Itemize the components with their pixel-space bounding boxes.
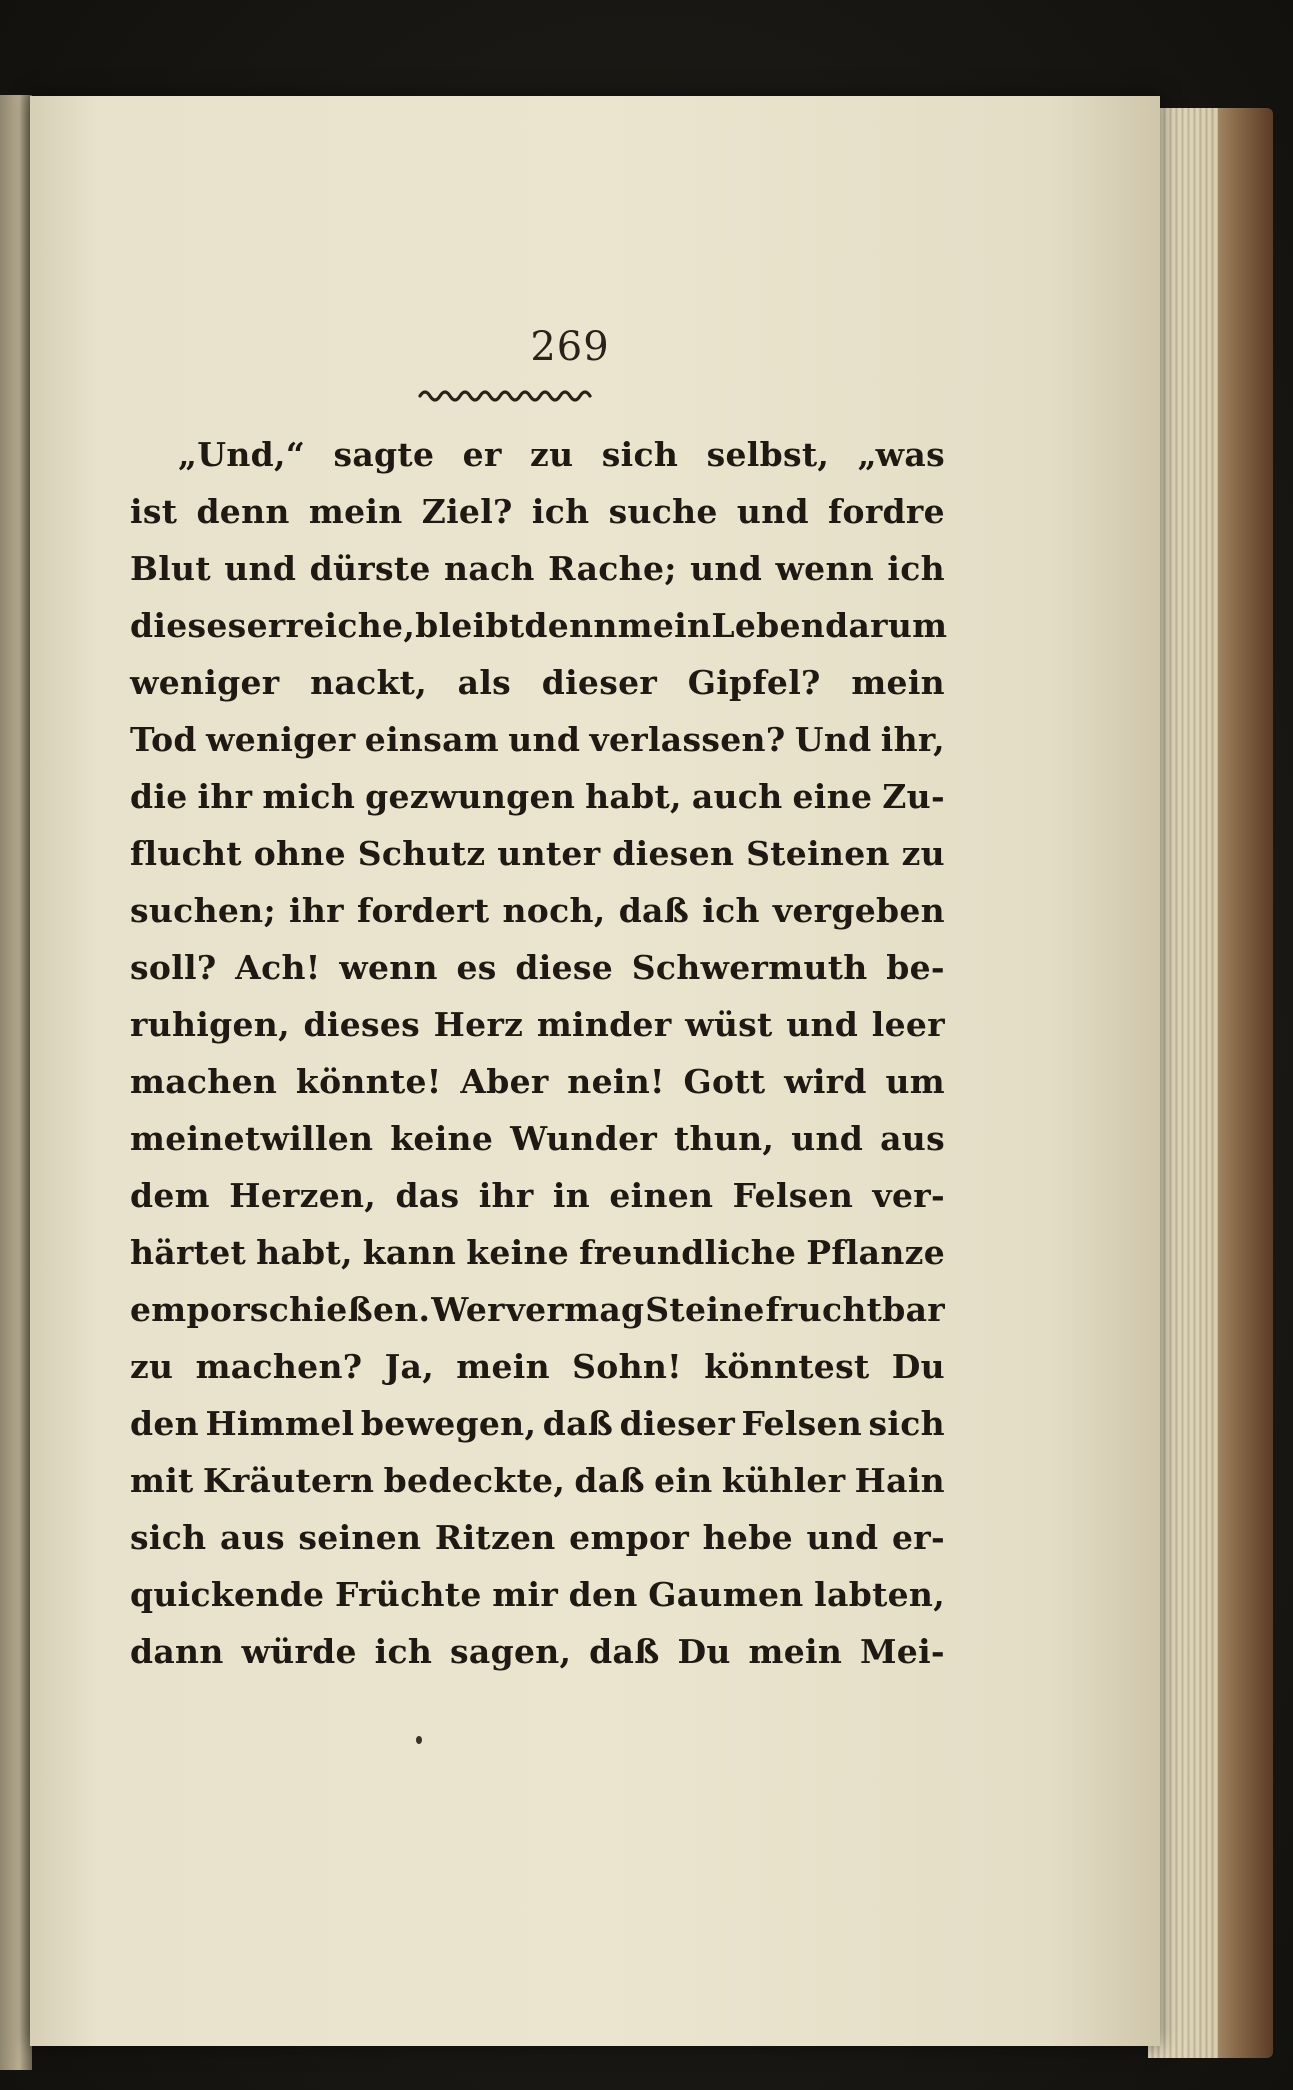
text-word: vermag <box>505 1290 645 1329</box>
text-word: „Und,“ <box>178 435 306 474</box>
text-line <box>130 1053 945 1110</box>
text-word: Steine <box>645 1290 765 1329</box>
text-word: thun, <box>674 1119 775 1158</box>
text-word: nein! <box>567 1062 665 1101</box>
text-line <box>130 711 945 768</box>
text-word: hebe <box>702 1518 793 1557</box>
text-word: ruhigen, <box>130 1005 290 1044</box>
text-word: suchen; <box>130 891 276 930</box>
text-word: sich <box>130 1518 207 1557</box>
text-word: den <box>568 1575 638 1614</box>
text-word: bedeckte, <box>383 1461 566 1500</box>
text-word: Hain <box>854 1461 945 1500</box>
text-word: einsam <box>364 720 499 759</box>
text-line <box>130 996 945 1053</box>
text-word: verlassen? <box>589 720 786 759</box>
text-word: die <box>130 777 188 816</box>
text-word: aus <box>219 1518 285 1557</box>
text-word: ich <box>374 1632 433 1671</box>
text-word: ich <box>702 891 760 930</box>
text-word: labten, <box>814 1575 945 1614</box>
text-word: Ja, <box>384 1347 435 1386</box>
text-word: um <box>885 1062 945 1101</box>
text-word: leer <box>871 1005 945 1044</box>
text-word: machen? <box>195 1347 363 1386</box>
text-word: Und <box>794 720 872 759</box>
book-fore-edge <box>1148 108 1273 2058</box>
text-word: Aber <box>460 1062 549 1101</box>
text-word: dann <box>130 1632 224 1671</box>
text-word: denn <box>196 492 290 531</box>
text-word: sagte <box>333 435 435 474</box>
text-word: und <box>806 1518 879 1557</box>
text-word: keine <box>390 1119 494 1158</box>
text-word: daß <box>574 1461 645 1500</box>
text-word: kann <box>362 1233 457 1272</box>
text-word: sich <box>868 1404 945 1443</box>
text-word: zu <box>130 1347 174 1386</box>
text-word: Gaumen <box>648 1575 804 1614</box>
text-word: härtet <box>130 1233 247 1272</box>
text-word: vergeben <box>772 891 945 930</box>
text-line <box>130 1452 945 1509</box>
text-line <box>130 1281 945 1338</box>
text-word: meinetwillen <box>130 1119 374 1158</box>
text-word: ihr <box>478 1176 534 1215</box>
text-word: erreiche, <box>246 606 416 645</box>
text-word: „was <box>857 435 945 474</box>
text-word: Sohn! <box>572 1347 682 1386</box>
text-word: diesen <box>612 834 735 873</box>
text-word: in <box>552 1176 590 1215</box>
text-line <box>130 597 948 654</box>
text-word: daß <box>542 1404 614 1443</box>
text-word: Herz <box>433 1005 524 1044</box>
text-word: Ritzen <box>434 1518 556 1557</box>
text-word: dürste <box>309 549 431 588</box>
text-word: ihr <box>289 891 344 930</box>
text-line <box>130 1566 945 1623</box>
text-word: seinen <box>298 1518 422 1557</box>
text-word: wüst <box>685 1005 773 1044</box>
text-word: Pflanze <box>806 1233 945 1272</box>
text-word: diese <box>515 948 614 987</box>
text-word: Gott <box>683 1062 766 1101</box>
text-word: weniger <box>130 663 280 702</box>
text-word: es <box>456 948 497 987</box>
text-word: Wer <box>431 1290 505 1329</box>
text-word: bleibt <box>415 606 525 645</box>
text-word: unter <box>497 834 601 873</box>
text-word: ihr <box>197 777 253 816</box>
text-word: fordre <box>828 492 945 531</box>
text-word: Herzen, <box>229 1176 377 1215</box>
text-word: sich <box>601 435 679 474</box>
text-word: aus <box>880 1119 945 1158</box>
text-word: daß <box>589 1632 660 1671</box>
text-word: als <box>457 663 512 702</box>
text-word: nach <box>444 549 535 588</box>
text-line <box>130 1110 945 1167</box>
text-word: fordert <box>356 891 490 930</box>
text-word: mein <box>308 492 403 531</box>
text-word: Du <box>677 1632 731 1671</box>
book-page <box>30 96 1160 2046</box>
text-line <box>130 882 945 939</box>
text-word: empor <box>569 1518 690 1557</box>
text-word: mir <box>492 1575 559 1614</box>
text-word: und <box>736 492 809 531</box>
text-word: er <box>462 435 502 474</box>
text-line <box>130 1338 945 1395</box>
text-word: mich <box>262 777 356 816</box>
text-word: mein <box>617 606 712 645</box>
text-word: ich <box>531 492 590 531</box>
text-word: Schutz <box>357 834 486 873</box>
text-word: dieses <box>130 606 247 645</box>
text-line <box>130 1395 945 1452</box>
text-line <box>130 483 945 540</box>
text-word: und <box>224 549 297 588</box>
text-word: Tod <box>130 720 197 759</box>
text-word: mein <box>748 1632 843 1671</box>
text-word: daß <box>618 891 690 930</box>
text-word: Gipfel? <box>687 663 821 702</box>
text-line <box>130 825 945 882</box>
text-word: dem <box>130 1176 210 1215</box>
text-word: Zu- <box>882 777 945 816</box>
text-word: ohne <box>253 834 346 873</box>
text-word: sagen, <box>450 1632 572 1671</box>
text-word: Du <box>891 1347 945 1386</box>
text-word: Rache; <box>548 549 677 588</box>
text-word: ist <box>130 492 178 531</box>
text-word: mit <box>130 1461 194 1500</box>
text-word: darum <box>825 606 948 645</box>
text-word: wenn <box>775 549 875 588</box>
text-word: dieses <box>303 1005 421 1044</box>
wavy-rule-ornament-icon <box>418 386 598 404</box>
text-word: Himmel <box>205 1404 355 1443</box>
text-word: eine <box>792 777 873 816</box>
text-line <box>130 1167 945 1224</box>
text-word: dieser <box>619 1404 736 1443</box>
text-word: wenn <box>339 948 438 987</box>
text-word: fruchtbar <box>765 1290 945 1329</box>
ink-speck <box>416 1736 422 1744</box>
text-word: machen <box>130 1062 278 1101</box>
text-word: ihr, <box>880 720 945 759</box>
text-line <box>130 426 945 483</box>
text-word: Blut <box>130 549 211 588</box>
text-word: keine <box>466 1233 570 1272</box>
text-word: flucht <box>130 834 242 873</box>
text-line <box>130 768 945 825</box>
text-word: noch, <box>502 891 606 930</box>
text-word: Steinen <box>746 834 890 873</box>
text-word: er- <box>891 1518 945 1557</box>
text-word: selbst, <box>706 435 830 474</box>
text-word: Kräutern <box>202 1461 375 1500</box>
text-word: Mei- <box>859 1632 945 1671</box>
text-line <box>130 1224 945 1281</box>
text-word: auch <box>691 777 783 816</box>
text-word: mein <box>851 663 945 702</box>
text-word: Leben <box>711 606 826 645</box>
text-word: einen <box>609 1176 714 1215</box>
text-word: könntest <box>704 1347 870 1386</box>
text-word: und <box>786 1005 859 1044</box>
text-word: Früchte <box>334 1575 482 1614</box>
text-word: weniger <box>206 720 356 759</box>
text-word: ver- <box>872 1176 945 1215</box>
text-word: Ziel? <box>421 492 513 531</box>
text-line <box>130 939 945 996</box>
text-word: bewegen, <box>360 1404 537 1443</box>
text-word: suche <box>608 492 718 531</box>
text-word: ein <box>654 1461 713 1500</box>
text-line <box>130 1623 945 1680</box>
text-word: mein <box>456 1347 550 1386</box>
text-word: nackt, <box>310 663 428 702</box>
text-word: emporschießen. <box>130 1290 431 1329</box>
text-word: quickende <box>130 1575 325 1614</box>
text-word: und <box>690 549 763 588</box>
page-number: 269 <box>530 324 610 370</box>
text-word: denn <box>524 606 618 645</box>
text-line <box>130 1509 945 1566</box>
text-word: Felsen <box>741 1404 863 1443</box>
text-word: könnte! <box>295 1062 442 1101</box>
text-word: das <box>395 1176 460 1215</box>
text-word: zu <box>530 435 574 474</box>
text-word: Schwermuth <box>631 948 868 987</box>
text-word: ich <box>887 549 945 588</box>
text-word: zu <box>901 834 945 873</box>
text-word: Ach! <box>235 948 321 987</box>
text-word: und <box>791 1119 864 1158</box>
text-word: dieser <box>541 663 658 702</box>
text-word: wird <box>784 1062 867 1101</box>
text-word: würde <box>241 1632 357 1671</box>
text-line <box>130 540 945 597</box>
text-word: Felsen <box>732 1176 854 1215</box>
text-word: soll? <box>130 948 217 987</box>
text-word: Wunder <box>510 1119 658 1158</box>
text-word: minder <box>536 1005 672 1044</box>
text-word: habt, <box>585 777 682 816</box>
text-word: den <box>130 1404 199 1443</box>
body-text <box>130 426 948 1680</box>
facing-page-edge <box>0 95 32 2070</box>
text-word: kühler <box>721 1461 846 1500</box>
text-word: und <box>508 720 581 759</box>
text-word: habt, <box>256 1233 353 1272</box>
text-word: gezwungen <box>365 777 576 816</box>
text-line <box>130 654 945 711</box>
text-word: freundliche <box>579 1233 797 1272</box>
text-word: be- <box>886 948 945 987</box>
